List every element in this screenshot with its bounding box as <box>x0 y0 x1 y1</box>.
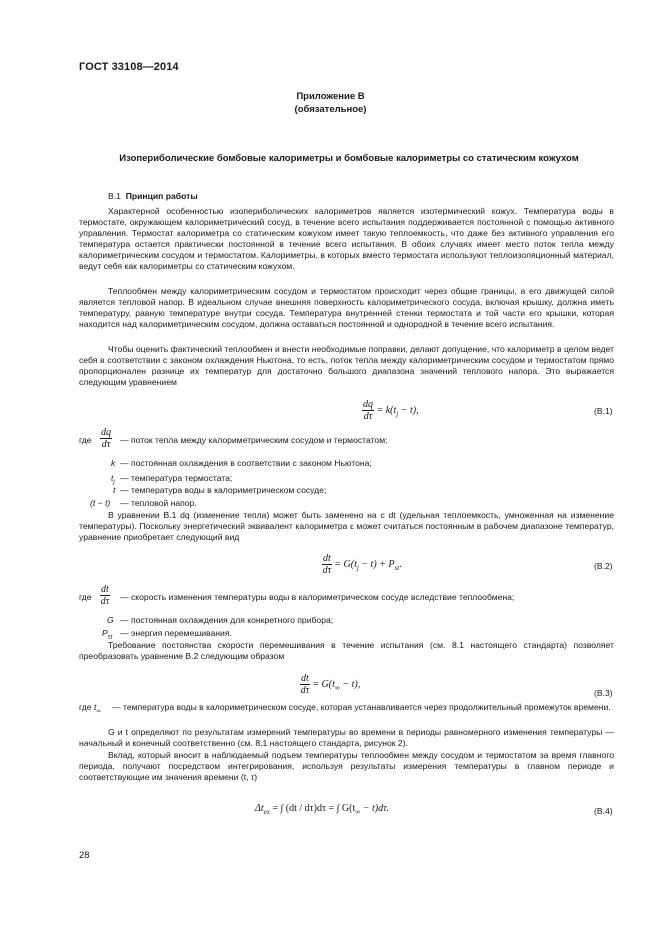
where-3-item: — температура воды в калориметрическом сосуде, которая устанавливается через продолжительный промежуток времени. <box>112 702 611 712</box>
where-1-fraction: $\frac{dq}{d\tau}$ <box>101 427 111 450</box>
subsection-heading <box>108 191 198 201</box>
document-header: ГОСТ 33108—2014 <box>79 61 179 73</box>
equation-b3: $\frac{dt}{d\tau}$ = $G(t_\infty - t)$, <box>300 673 361 696</box>
where-1-item-5: — тепловой напор. <box>120 498 197 508</box>
where-2-item-3: — энергия перемешивания. <box>120 628 232 638</box>
where-1-symbol-k: k <box>111 458 116 468</box>
where-1-symbol-tj: $t_j$ <box>111 473 115 486</box>
paragraph-6: G и t определяют по результатам измерений температуры во времени в периоды равномерного изменения температуры — начальный и конечный соответственно (см. 8.1 настоящего стандарта, рисунок 2). <box>79 727 614 748</box>
where-3-gde: где $t_\infty$ <box>79 702 101 715</box>
paragraph-7: Вклад, который вносит в наблюдаемый подъем температуры теплообмен между сосудом и термостатом за время главного периода, получают посредством интегрирования, используя результаты измерения температуры в главном периоде и соответствующие им значения времени (t, τ) <box>79 750 614 782</box>
where-2-fraction: $\frac{dt}{d\tau}$ <box>100 584 110 607</box>
subsection-name: Принцип работы <box>125 191 198 201</box>
where-1-item-2: — постоянная охлаждения в соответствии с законом Ньютона; <box>120 458 372 468</box>
paragraph-4: В уравнении В.1 dq (изменение тепла) может быть заменено на c dt (удельная теплоемкость, умноженная на изменение температуры). Поскольку энергетический эквивалент калориметра ε может считаться постоянным в рабочем диапазоне температур, уравнение приобретает следующий вид <box>79 510 614 542</box>
page-number: 28 <box>79 850 90 861</box>
paragraph-5: Требование постоянства скорости перемешивания в течение испытания (см. 8.1 настоящего стандарта) позволяет преобразовать уравнение В.2 следующим образом <box>79 640 614 661</box>
equation-b2-label: (В.2) <box>594 561 613 571</box>
equation-b4: $\Delta t_{ex}$ = ∫ (dt / dτ)dτ = ∫ $G(t_\infty - t)d\tau$. <box>255 803 390 816</box>
where-2-symbol-g: G <box>107 615 114 625</box>
where-2-item-1: — скорость изменения температуры воды в калориметрическом сосуде вследствие теплообмена; <box>120 592 515 602</box>
where-1-item-3: — температура термостата; <box>120 473 233 483</box>
section-title: Изопериболические бомбовые калориметры и бомбовые калориметры со статическим кожухом <box>119 153 579 164</box>
annex-title: Приложение В <box>296 91 365 102</box>
paragraph-1: Характерной особенностью изопериболических калориметров является изотермический кожух. Температура воды в термостате, окружающем калориметрический сосуд, в течение всего испытания поддерживается постоянной с помощью активного управления. Термостат калориметра со статическим кожухом имеет такую теплоемкость, что даже без активного управления его температура остается практически постоянной в течение всего испытания. В обоих случаях имеет место поток тепла между калориметрическим сосудом и термостатом. Калориметры, в которых вместо термостата используют теплоизоляционный материал, ведут себя как калориметры со статическим кожухом. <box>79 206 614 271</box>
where-1-item-1: — поток тепла между калориметрическим сосудом и термостатом; <box>120 435 388 445</box>
where-2-item-2: — постоянная охлаждения для конкретного прибора; <box>120 615 334 625</box>
where-1-symbol-head: (t − t) <box>90 498 111 508</box>
paragraph-2: Теплообмен между калориметрическим сосудом и термостатом происходит через общие границы, а его движущей силой является тепловой напор. В идеальном случае внешняя поверхность калориметрического сосуда, включая крышку, должна иметь температуру, равную температуре внутри сосуда. Температура внутренней стенки термостата и той части его крышки, которая находится над калориметрическим сосудом, должна оставаться постоянной и однородной в течение всего испытания. <box>79 286 614 329</box>
equation-b3-label: (В.3) <box>594 688 613 698</box>
annex-status: (обязательное) <box>294 104 367 115</box>
where-1-item-4: — температура воды в калориметрическом сосуде; <box>120 485 327 495</box>
where-2-symbol-p: $P_{st}$ <box>102 628 113 641</box>
equation-b2: $\frac{dt}{d\tau}$ = $G(t_j - t) + P_{st}$. <box>322 553 402 576</box>
where-2-gde: где <box>79 592 92 602</box>
where-1-symbol-t: t <box>113 485 116 495</box>
where-1-gde: где <box>79 435 92 445</box>
subsection-number: В.1 <box>108 191 121 201</box>
equation-b1: $\frac{dq}{d\tau}$ = $k(t_j - t)$, <box>363 399 419 422</box>
equation-b4-label: (В.4) <box>594 806 613 816</box>
paragraph-3: Чтобы оценить фактический теплообмен и внести необходимые поправки, делают допущение, что калориметр в целом ведет себя в соответствии с законом охлаждения Ньютона, то есть, поток тепла между калориметрическим сосудом и термостатом прямо пропорционален разнице их температур для достаточно большого диапазона значений теплового напора. Это выражается следующим уравнением <box>79 344 614 387</box>
equation-b1-label: (В.1) <box>594 406 613 416</box>
